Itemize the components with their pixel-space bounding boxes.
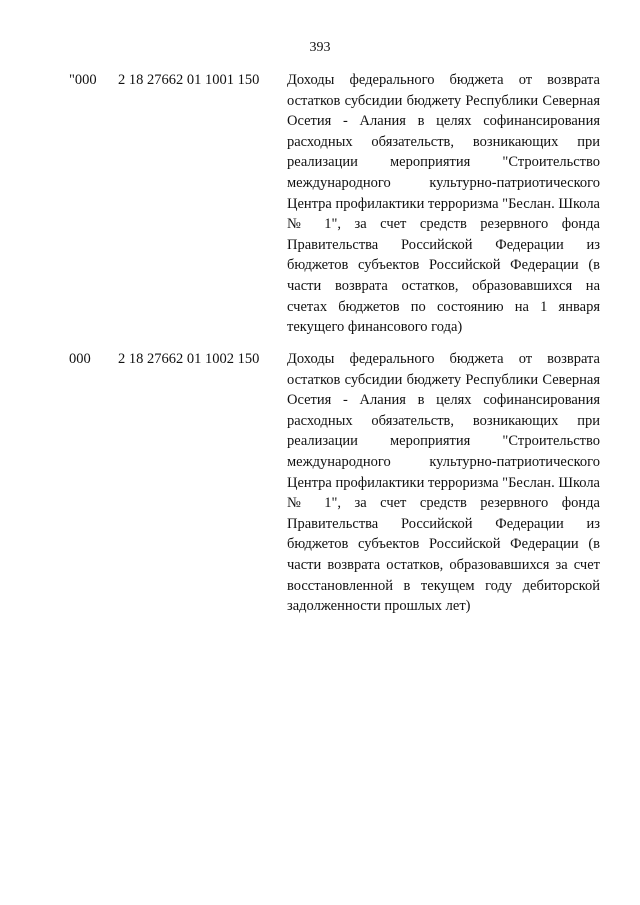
admin-code: "000 — [69, 72, 97, 88]
admin-code: 000 — [69, 351, 91, 367]
page-number: 393 — [309, 40, 331, 55]
entry-description: Доходы федерального бюджета от возврата остатков субсидии бюджету Республики Северная Осетия - Алания в целях софинансирования расходных обязательств, возникающих при реализации мероприятия "Строительство международного культурно-патриотического Центра профилактики терроризма "Беслан. Школа № 1", за счет средств резервного фонда Правительства Российской Федерации из бюджетов субъектов Российской Федерации (в части возврата остатков, образовавшихся за счет восстановленной в текущем году дебиторской задолженности прошлых лет) — [287, 351, 600, 615]
budget-classification-code: 2 18 27662 01 1001 150 — [118, 72, 260, 88]
budget-classification-code: 2 18 27662 01 1002 150 — [118, 351, 260, 367]
entry-description: Доходы федерального бюджета от возврата остатков субсидии бюджету Республики Северная Осетия - Алания в целях софинансирования расходных обязательств, возникающих при реализации мероприятия "Строительство международного культурно-патриотического Центра профилактики терроризма "Беслан. Школа № 1", за счет средств резервного фонда Правительства Российской Федерации из бюджетов субъектов Российской Федерации (в части возврата остатков, образовавшихся на счетах бюджетов по состоянию на 1 января текущего финансового года) — [287, 72, 600, 336]
